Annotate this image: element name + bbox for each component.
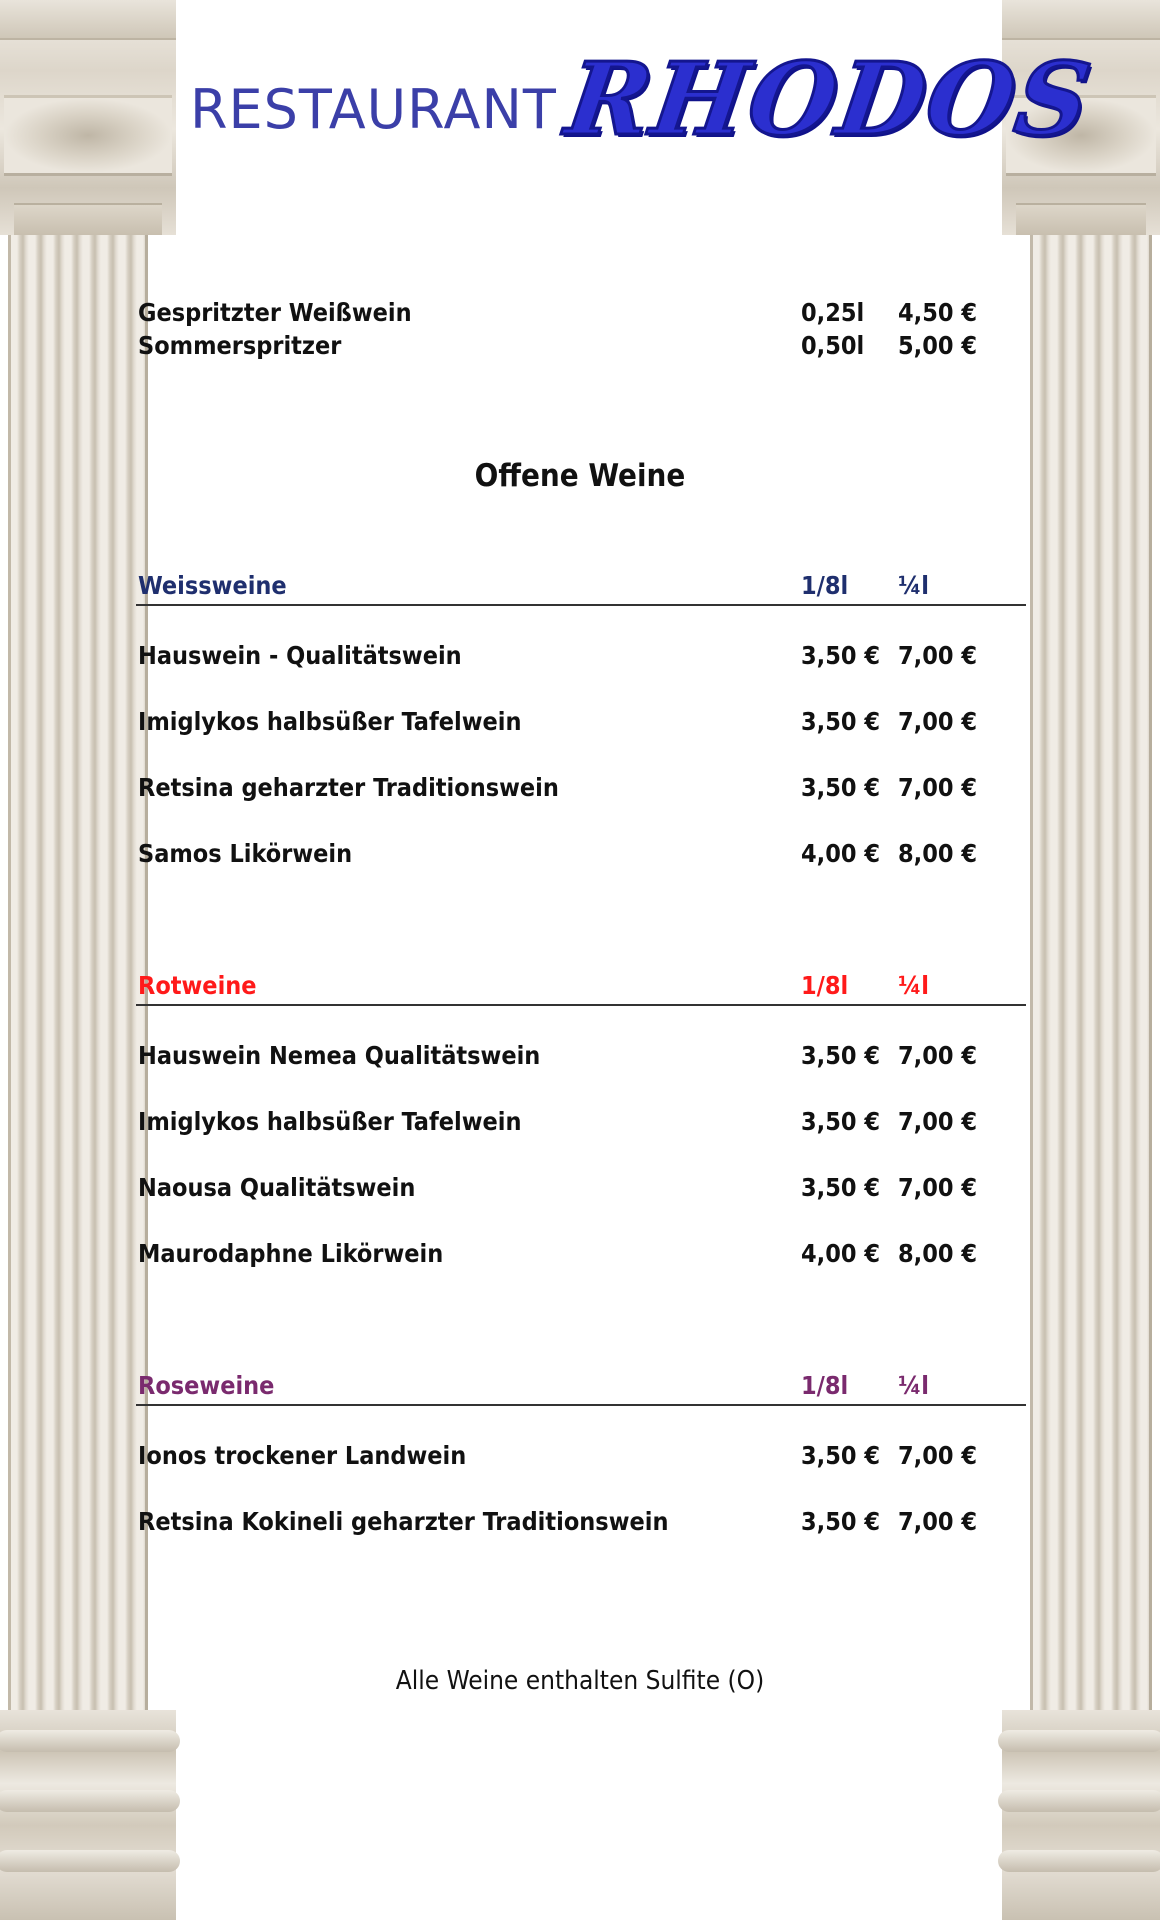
item-price-quarter: 7,00 €: [898, 1441, 977, 1470]
item-name: Gespritzter Weißwein: [138, 298, 412, 327]
list-item: [136, 1505, 1026, 1539]
item-size: 0,50l: [801, 331, 865, 360]
item-price-eighth: 3,50 €: [801, 1041, 880, 1070]
item-name: Ionos trockener Landwein: [138, 1441, 467, 1470]
item-name: Hauswein Nemea Qualitätswein: [138, 1041, 541, 1070]
item-name: Samos Likörwein: [138, 839, 353, 868]
item-price-eighth: 4,00 €: [801, 839, 880, 868]
left-column-decoration: [0, 0, 176, 1920]
item-price-eighth: 3,50 €: [801, 641, 880, 670]
item-price-eighth: 3,50 €: [801, 1441, 880, 1470]
item-name: Imiglykos halbsüßer Tafelwein: [138, 707, 522, 736]
item-price-eighth: 3,50 €: [801, 707, 880, 736]
column-header-eighth: 1/8l: [801, 1371, 849, 1400]
column-header-eighth: 1/8l: [801, 971, 849, 1000]
column-capital: [0, 0, 176, 235]
item-price-quarter: 7,00 €: [898, 1041, 977, 1070]
list-item: [136, 1171, 1026, 1205]
list-item: [136, 1439, 1026, 1473]
item-name: Naousa Qualitätswein: [138, 1173, 416, 1202]
list-item: [136, 639, 1026, 673]
column-header-quarter: ¼l: [898, 1371, 929, 1400]
page-title: Offene Weine: [474, 458, 686, 494]
restaurant-logo: RHODOS: [559, 40, 1100, 158]
item-name: Retsina geharzter Traditionswein: [138, 773, 559, 802]
section-heading: Weissweine: [138, 571, 287, 600]
item-name: Maurodaphne Likörwein: [138, 1239, 444, 1268]
item-name: Retsina Kokineli geharzter Traditionswein: [138, 1507, 669, 1536]
column-header-quarter: ¼l: [898, 971, 929, 1000]
item-price-eighth: 4,00 €: [801, 1239, 880, 1268]
item-name: Imiglykos halbsüßer Tafelwein: [138, 1107, 522, 1136]
item-name: Sommerspritzer: [138, 331, 342, 360]
item-price-eighth: 3,50 €: [801, 773, 880, 802]
list-item: [136, 771, 1026, 805]
item-price-quarter: 7,00 €: [898, 641, 977, 670]
section-heading: Rotweine: [138, 971, 257, 1000]
item-price-quarter: 7,00 €: [898, 707, 977, 736]
item-price-quarter: 8,00 €: [898, 1239, 977, 1268]
column-shaft: [8, 235, 148, 1710]
column-header-eighth: 1/8l: [801, 571, 849, 600]
sulfite-note: Alle Weine enthalten Sulfite (O): [395, 1666, 765, 1696]
column-base: [0, 1710, 176, 1920]
item-price-eighth: 3,50 €: [801, 1107, 880, 1136]
restaurant-label: RESTAURANT: [190, 78, 557, 141]
item-price-eighth: 3,50 €: [801, 1507, 880, 1536]
list-item: [136, 1105, 1026, 1139]
list-item: [136, 296, 1026, 330]
item-size: 0,25l: [801, 298, 865, 327]
list-item: [136, 1237, 1026, 1271]
section-heading: Roseweine: [138, 1371, 275, 1400]
column-header-quarter: ¼l: [898, 571, 929, 600]
list-item: [136, 1039, 1026, 1073]
right-column-decoration: [1002, 0, 1160, 1920]
item-price-quarter: 7,00 €: [898, 1507, 977, 1536]
item-price-quarter: 7,00 €: [898, 1107, 977, 1136]
list-item: [136, 705, 1026, 739]
section-header: [136, 968, 1026, 1006]
item-name: Hauswein - Qualitätswein: [138, 641, 462, 670]
item-price-quarter: 7,00 €: [898, 773, 977, 802]
item-price: 4,50 €: [898, 298, 977, 327]
list-item: [136, 329, 1026, 363]
list-item: [136, 837, 1026, 871]
column-base: [1002, 1710, 1160, 1920]
item-price: 5,00 €: [898, 331, 977, 360]
item-price-eighth: 3,50 €: [801, 1173, 880, 1202]
section-header: [136, 1368, 1026, 1406]
item-price-quarter: 7,00 €: [898, 1173, 977, 1202]
column-shaft: [1030, 235, 1152, 1710]
item-price-quarter: 8,00 €: [898, 839, 977, 868]
section-header: [136, 568, 1026, 606]
